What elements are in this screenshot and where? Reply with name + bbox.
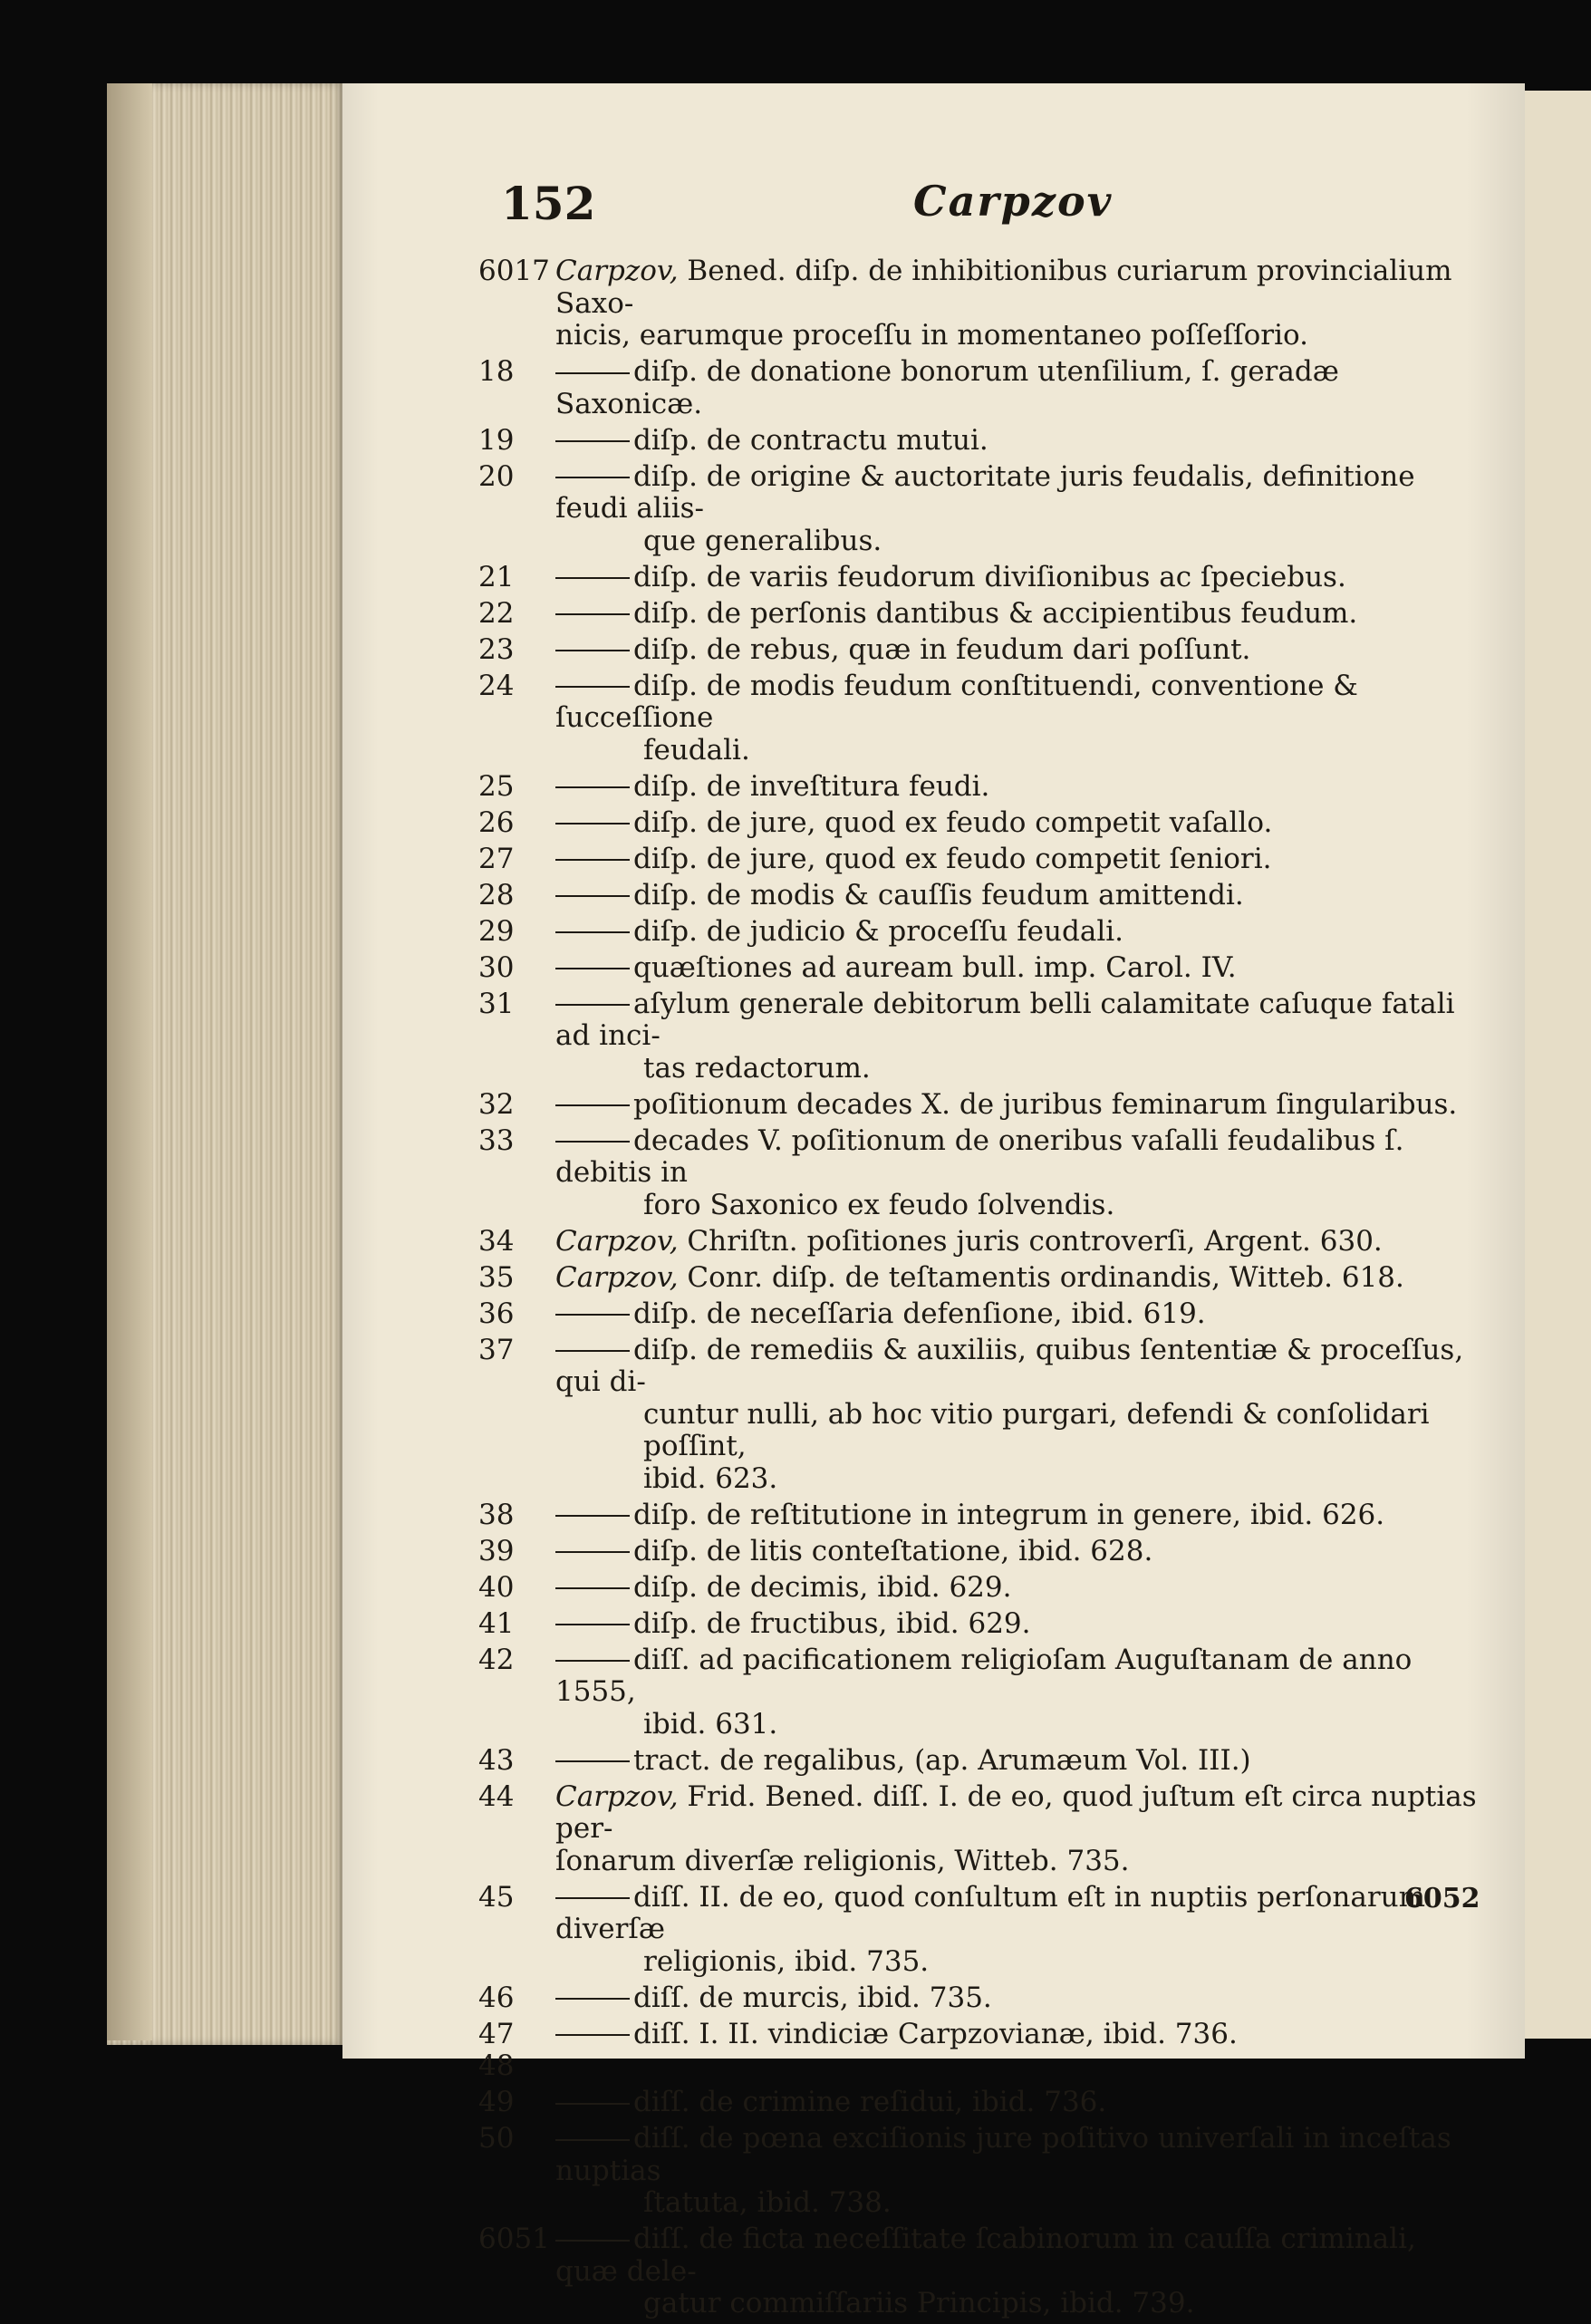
entry-number: 22: [478, 596, 515, 630]
bibliography-entry: [478, 2087, 1486, 2119]
ditto-dash: [555, 613, 630, 615]
facing-page-edge: [1525, 91, 1591, 2039]
entry-line: religionis, ibid. 735.: [643, 1944, 930, 1978]
book-cover-edge: [107, 83, 152, 2040]
entry-line: cuntur nulli, ab hoc vitio purgari, defendi & conſolidari poſſint,: [643, 1397, 1430, 1462]
ditto-dash: [555, 786, 630, 788]
entry-number: 18: [478, 355, 515, 388]
bibliography-entry: [478, 356, 1486, 420]
entry-line: Carpzov, Bened. diſp. de inhibitionibus curiarum provincialium Saxo-: [555, 255, 1452, 320]
entry-number: 37: [478, 1333, 515, 1366]
author-name: Carpzov,: [555, 1260, 679, 1294]
ditto-dash: [555, 1587, 630, 1589]
entry-number: 30: [478, 950, 515, 984]
bibliography-entry: [478, 634, 1486, 667]
entry-line: diſſ. II. de eo, quod conſultum eſt in nuptiis perſonarum diverſæ: [555, 1880, 1426, 1945]
ditto-dash: [555, 1624, 630, 1625]
ditto-dash: [555, 440, 630, 442]
entry-text: [555, 1262, 1486, 1295]
entry-text: [555, 1298, 1486, 1331]
entry-line: nicis, earumque proceſſu in momentaneo poſſeſſorio.: [555, 319, 1308, 352]
page-header: [501, 177, 1489, 240]
entry-line: diſp. de litis conteſtatione, ibid. 628.: [555, 1536, 1486, 1568]
bibliography-entry: [478, 807, 1486, 840]
bibliography-entry: [478, 2123, 1486, 2220]
entry-text: [555, 1536, 1486, 1568]
entry-number: 6017: [478, 255, 550, 287]
entry-number: 35: [478, 1260, 515, 1294]
entry-line: diſp. de inveſtitura feudi.: [555, 771, 1486, 804]
entry-line: ibid. 623.: [643, 1461, 778, 1495]
entry-text: [555, 1608, 1486, 1641]
entry-text: [555, 1572, 1486, 1605]
entry-number: 50: [478, 2122, 515, 2155]
bibliography-entries: [478, 256, 1486, 2324]
entry-text: [555, 880, 1486, 912]
ditto-dash: [555, 577, 630, 579]
entry-text: [555, 562, 1486, 594]
bibliography-entry: [478, 256, 1486, 352]
entry-line: ſtatuta, ibid. 738.: [643, 2186, 892, 2219]
entry-line: Carpzov, Conr. diſp. de teſtamentis ordinandis, Witteb. 618.: [555, 1260, 1404, 1294]
entry-line: ſonarum diverſæ religionis, Witteb. 735.: [555, 1844, 1130, 1877]
entry-line: diſſ. ad pacificationem religioſam Auguſtanam de anno 1555,: [555, 1643, 1413, 1708]
entry-text: [555, 1089, 1486, 1122]
entry-line: diſp. de donatione bonorum utenſilium, ſ. geradæ Saxonicæ.: [555, 355, 1339, 420]
ditto-dash: [555, 2103, 630, 2105]
entry-number: 42: [478, 1643, 515, 1676]
entry-text: [555, 2019, 1486, 2083]
entry-number: 24: [478, 669, 515, 702]
ditto-dash: [555, 1515, 630, 1517]
entry-text: [555, 598, 1486, 631]
page-number: 152: [501, 177, 596, 230]
ditto-dash: [555, 1760, 630, 1762]
bibliography-entry: [478, 1608, 1486, 1641]
entry-line: diſp. de origine & auctoritate juris feudalis, definitione feudi aliis-: [555, 459, 1415, 525]
entry-number: 25: [478, 769, 515, 803]
bibliography-entry: [478, 425, 1486, 458]
entry-number: 26: [478, 805, 515, 839]
ditto-dash: [555, 1897, 630, 1899]
bibliography-entry: [478, 844, 1486, 876]
entry-text: [555, 1500, 1486, 1532]
catchword: 6052: [1404, 1883, 1480, 1914]
entry-line: diſſ. de murcis, ibid. 735.: [555, 1982, 1486, 2015]
bibliography-entry: [478, 562, 1486, 594]
entry-line: diſp. de remediis & auxiliis, quibus ſententiæ & proceſſus, qui di-: [555, 1333, 1464, 1398]
entry-text: [555, 356, 1486, 420]
entry-line: diſp. de neceſſaria defenſione, ibid. 619.: [555, 1298, 1486, 1331]
bibliography-entry: [478, 1226, 1486, 1258]
entry-line: diſp. de modis & cauſſis feudum amittendi.: [555, 880, 1486, 912]
bibliography-entry: [478, 2223, 1486, 2320]
entry-line: diſp. de fructibus, ibid. 629.: [555, 1608, 1486, 1641]
entry-line: diſp. de modis feudum conſtituendi, conventione & ſucceſſione: [555, 669, 1358, 734]
entry-text: [555, 2223, 1486, 2320]
ditto-dash: [555, 1660, 630, 1662]
entry-line: diſp. de rebus, quæ in feudum dari poſſunt.: [555, 634, 1486, 667]
entry-text: [555, 2123, 1486, 2220]
entry-line: tas redactorum.: [643, 1051, 871, 1085]
entry-line: decades V. poſitionum de oneribus vaſalli feudalibus ſ. debitis in: [555, 1123, 1404, 1189]
entry-line: diſſ. de pœna exciſionis jure poſitivo univerſali in inceſtas nuptias: [555, 2122, 1451, 2187]
entry-text: [555, 461, 1486, 558]
entry-line: diſp. de variis feudorum diviſionibus ac ſpeciebus.: [555, 562, 1486, 594]
author-name: Carpzov,: [555, 255, 679, 287]
entry-text: [555, 1982, 1486, 2015]
entry-line: tract. de regalibus, (ap. Arumæum Vol. III.): [555, 1745, 1486, 1778]
bibliography-entry: [478, 1781, 1486, 1878]
entry-text: [555, 771, 1486, 804]
bibliography-entry: [478, 670, 1486, 767]
ditto-dash: [555, 2139, 630, 2141]
entry-text: [555, 916, 1486, 949]
entry-number: 44: [478, 1779, 515, 1813]
ditto-dash: [555, 650, 630, 651]
entry-number: 43: [478, 1743, 515, 1777]
entry-line: gatur commiſſariis Principis, ibid. 739.: [643, 2287, 1195, 2319]
entry-number: 38: [478, 1498, 515, 1531]
entry-text: [555, 807, 1486, 840]
ditto-dash: [555, 477, 630, 478]
entry-number: 41: [478, 1606, 515, 1640]
entry-number: 31: [478, 987, 515, 1020]
entry-number: 34: [478, 1224, 515, 1258]
entry-line: quæſtiones ad auream bull. imp. Carol. IV.: [555, 952, 1486, 985]
entry-text: [555, 1335, 1486, 1496]
ditto-dash: [555, 968, 630, 969]
bibliography-entry: [478, 2019, 1486, 2083]
bibliography-entry: [478, 880, 1486, 912]
entry-text: [555, 425, 1486, 458]
entry-line: diſſ. de crimine reſidui, ibid. 736.: [555, 2087, 1486, 2119]
ditto-dash: [555, 823, 630, 824]
bibliography-entry: [478, 1745, 1486, 1778]
entry-text: [555, 1745, 1486, 1778]
ditto-dash: [555, 372, 630, 374]
entry-line: diſſ. de ficta neceſſitate ſcabinorum in cauſſa criminali, quæ dele-: [555, 2223, 1416, 2288]
entry-number: 33: [478, 1123, 515, 1157]
entry-number: 19: [478, 423, 515, 457]
author-name: Carpzov,: [555, 1779, 679, 1813]
entry-line: Carpzov, Chriſtn. poſitiones juris controverſi, Argent. 630.: [555, 1224, 1383, 1258]
entry-text: [555, 988, 1486, 1085]
entry-number: 49: [478, 2086, 515, 2118]
bibliography-entry: [478, 1335, 1486, 1496]
entry-line: diſp. de reſtitutione in integrum in genere, ibid. 626.: [555, 1500, 1486, 1532]
bibliography-entry: [478, 771, 1486, 804]
ditto-dash: [555, 1551, 630, 1553]
entry-line: diſp. de decimis, ibid. 629.: [555, 1572, 1486, 1605]
ditto-dash: [555, 1998, 630, 2000]
bibliography-entry: [478, 1882, 1486, 1979]
entry-text: [555, 256, 1486, 352]
ditto-dash: [555, 2240, 630, 2242]
bibliography-entry: [478, 952, 1486, 985]
ditto-dash: [555, 686, 630, 688]
entry-text: [555, 1226, 1486, 1258]
entry-text: [555, 952, 1486, 985]
entry-line: foro Saxonico ex feudo ſolvendis.: [643, 1188, 1115, 1221]
entry-line: diſp. de perſonis dantibus & accipientibus feudum.: [555, 598, 1486, 631]
ditto-dash: [555, 859, 630, 861]
ditto-dash: [555, 931, 630, 933]
bibliography-entry: [478, 1982, 1486, 2015]
ditto-dash: [555, 1141, 630, 1143]
bibliography-entry: [478, 1500, 1486, 1532]
entry-number: 46: [478, 1981, 515, 2014]
entry-number: 47 48: [478, 2017, 515, 2082]
entry-line: ibid. 631.: [643, 1707, 778, 1741]
ditto-dash: [555, 1004, 630, 1006]
entry-line: feudali.: [643, 733, 750, 767]
running-head: Carpzov: [913, 177, 1114, 226]
entry-number: 20: [478, 459, 515, 493]
entry-text: [555, 844, 1486, 876]
entry-number: 36: [478, 1297, 515, 1330]
ditto-dash: [555, 1350, 630, 1352]
bibliography-entry: [478, 916, 1486, 949]
author-name: Carpzov,: [555, 1224, 679, 1258]
bibliography-entry: [478, 1089, 1486, 1122]
ditto-dash: [555, 1104, 630, 1106]
bibliography-entry: [478, 598, 1486, 631]
entry-number: 6051: [478, 2223, 550, 2255]
entry-text: [555, 670, 1486, 767]
bibliography-entry: [478, 1298, 1486, 1331]
bibliography-entry: [478, 1262, 1486, 1295]
entry-text: [555, 1644, 1486, 1741]
entry-line: diſp. de judicio & proceſſu feudali.: [555, 916, 1486, 949]
entry-number: 23: [478, 632, 515, 666]
entry-line: diſp. de contractu mutui.: [555, 425, 1486, 458]
entry-line: aſylum generale debitorum belli calamitate caſuque fatali ad inci-: [555, 987, 1455, 1052]
entry-text: [555, 634, 1486, 667]
entry-number: 27: [478, 842, 515, 875]
entry-line: poſitionum decades X. de juribus feminarum ſingularibus.: [555, 1089, 1486, 1122]
entry-text: [555, 2087, 1486, 2119]
bibliography-entry: [478, 988, 1486, 1085]
bibliography-entry: [478, 1644, 1486, 1741]
entry-text: [555, 1125, 1486, 1222]
entry-line: diſp. de jure, quod ex feudo competit vaſallo.: [555, 807, 1486, 840]
entry-text: [555, 1882, 1486, 1979]
entry-number: 32: [478, 1087, 515, 1121]
entry-text: [555, 1781, 1486, 1878]
ditto-dash: [555, 2034, 630, 2036]
bibliography-entry: [478, 1536, 1486, 1568]
entry-number: 40: [478, 1570, 515, 1604]
entry-number: 29: [478, 914, 515, 948]
bibliography-entry: [478, 1125, 1486, 1222]
bibliography-entry: [478, 461, 1486, 558]
entry-line: Carpzov, Frid. Bened. diſſ. I. de eo, quod juſtum eſt circa nuptias per-: [555, 1779, 1477, 1845]
entry-number: 21: [478, 560, 515, 593]
entry-number: 45: [478, 1880, 515, 1914]
entry-line: diſp. de jure, quod ex feudo competit ſeniori.: [555, 844, 1486, 876]
ditto-dash: [555, 1314, 630, 1316]
bibliography-entry: [478, 1572, 1486, 1605]
entry-number: 39: [478, 1534, 515, 1567]
ditto-dash: [555, 895, 630, 897]
entry-line: que generalibus.: [643, 524, 882, 557]
entry-number: 28: [478, 878, 515, 911]
entry-line: diſſ. I. II. vindiciæ Carpzovianæ, ibid. 736.: [555, 2019, 1486, 2051]
